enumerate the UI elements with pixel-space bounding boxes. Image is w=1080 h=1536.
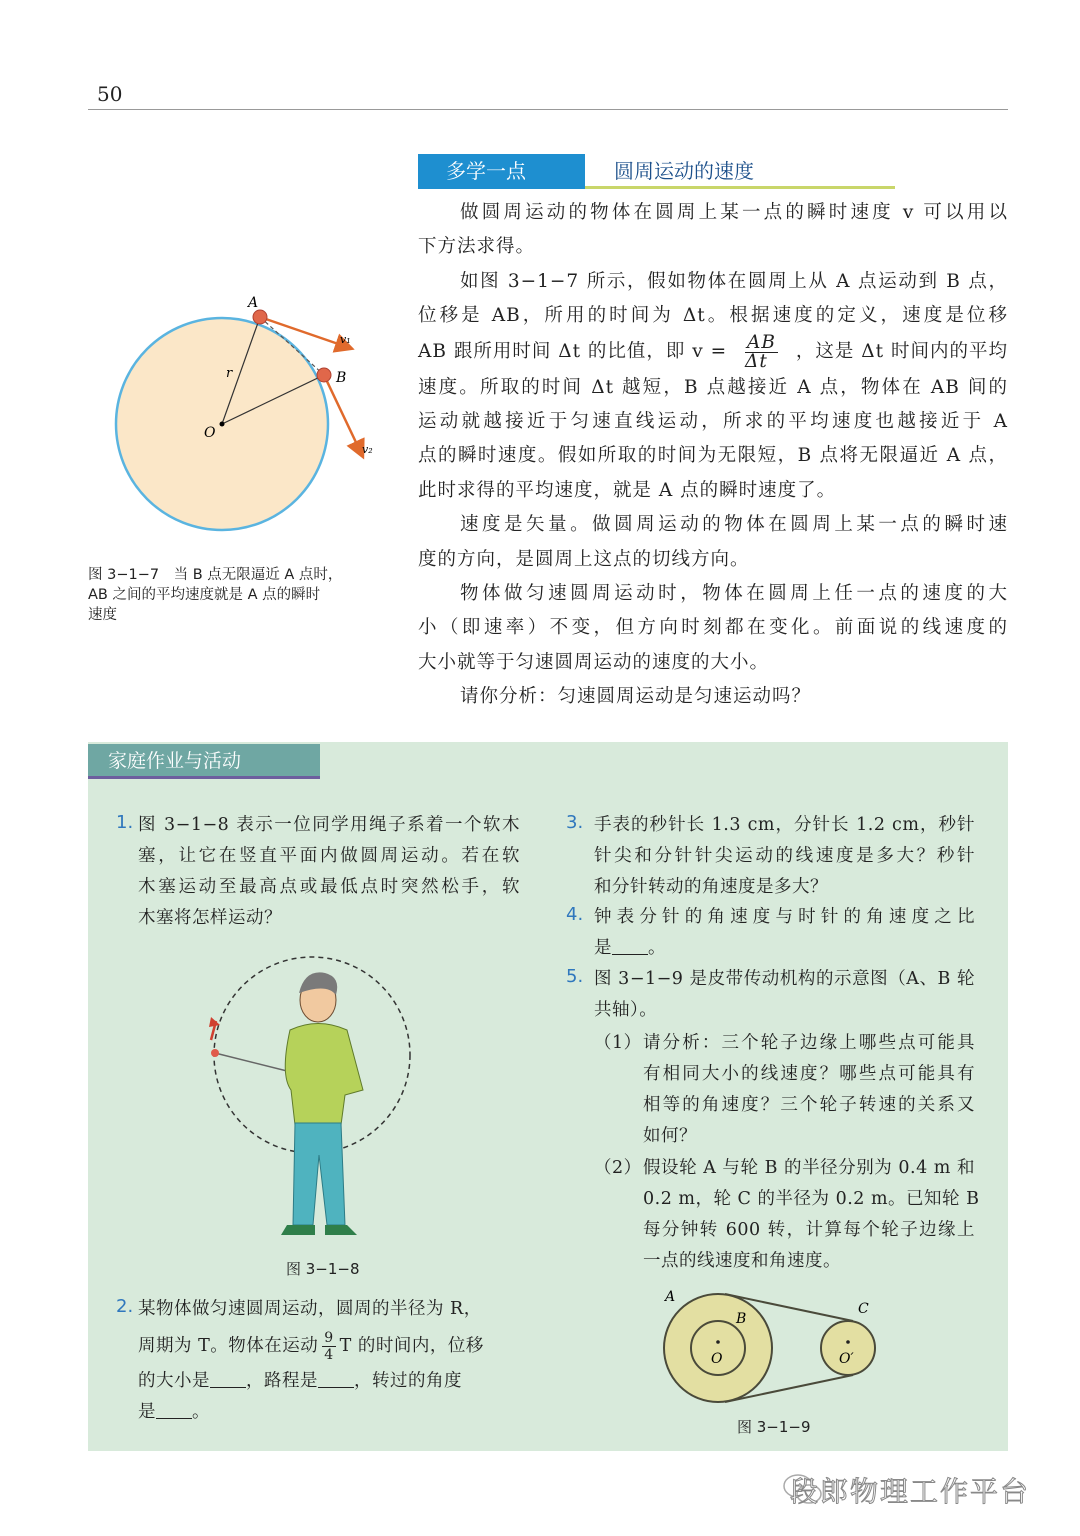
section-tab: 多学一点 — [418, 154, 585, 189]
sub-question-number: （1） — [594, 1033, 642, 1053]
text-line: 速度。所取的时间 Δt 越短，B 点越接近 A 点，物体在 AB 间的 — [418, 376, 1008, 398]
text-line: 每分钟转 600 转，计算每个轮子边缘上 — [643, 1220, 975, 1240]
caption-line: 速度 — [88, 607, 117, 623]
text-line: 如何？ — [643, 1126, 697, 1146]
text-line: 做圆周运动的物体在圆周上某一点的瞬时速度 v 可以用以 — [460, 202, 1008, 223]
text-line: 木塞运动至最高点或最低点时突然松手，软 — [138, 877, 520, 897]
point-b — [317, 368, 331, 382]
answer-blank-distance[interactable] — [318, 1371, 354, 1389]
section-title: 圆周运动的速度 — [614, 159, 754, 183]
text-segment: 。 — [192, 1402, 210, 1422]
text-line: 位移是 AB，所用的时间为 Δt。根据速度的定义，速度是位移 — [418, 305, 1008, 327]
label-o: O — [711, 1351, 723, 1367]
text-line: 共轴）。 — [594, 1000, 658, 1020]
label-b: B — [736, 1311, 747, 1327]
figure-caption — [88, 565, 368, 625]
question-number: 1. — [116, 812, 134, 833]
text-line: 塞，让它在竖直平面内做圆周运动。若在软 — [138, 846, 520, 866]
question-number: 2. — [116, 1296, 134, 1317]
text-line: 有相同大小的线速度？哪些点可能具有 — [643, 1064, 975, 1084]
figure-3-1-7 — [100, 285, 390, 545]
text-line: 小（即速率）不变，但方向时刻都在变化。前面说的线速度的 — [418, 617, 1008, 639]
header-rule — [88, 109, 1008, 110]
fraction-denominator: 4 — [324, 1347, 334, 1363]
label-c: C — [858, 1301, 869, 1317]
caption-line: 图 3−1−7 当 B 点无限逼近 A 点时， — [88, 567, 343, 583]
watermark: 段郎物理工作平台 — [790, 1475, 1031, 1508]
formula-before: AB 跟所用时间 Δt 的比值，即 v = — [418, 340, 728, 362]
text-line — [138, 1330, 520, 1363]
fraction-numerator: 9 — [324, 1330, 334, 1346]
answer-blank-angle[interactable] — [156, 1402, 192, 1420]
question-4 — [594, 902, 975, 964]
text-line — [138, 1397, 520, 1428]
answer-blank-ratio[interactable] — [612, 938, 648, 956]
text-line: 假设轮 A 与轮 B 的半径分别为 0.4 m 和 — [643, 1158, 975, 1178]
text-line: 0.2 m，轮 C 的半径为 0.2 m。已知轮 B — [643, 1189, 980, 1209]
question-number: 5. — [566, 966, 584, 987]
figure-3-1-8-student-swinging-cork — [195, 955, 435, 1245]
text-segment: 。 — [648, 938, 666, 958]
figure-3-1-9-belt-drive — [655, 1285, 895, 1410]
fraction-numerator: AB — [747, 331, 776, 353]
formula-line — [418, 331, 1008, 372]
text-segment: ，转过的角度 — [354, 1371, 462, 1391]
text-line: 速度是矢量。做圆周运动的物体在圆周上某一点的瞬时速 — [460, 514, 1008, 536]
text-line: 针尖和分针针尖运动的线速度是多大？秒针 — [594, 846, 975, 866]
text-line: 图 3−1−9 是皮带传动机构的示意图（A、B 轮 — [594, 969, 975, 989]
title-underline — [585, 186, 895, 189]
figure-caption: 图 3−1−9 — [737, 1418, 811, 1436]
label-v2: v₂ — [362, 443, 373, 456]
label-b: B — [336, 370, 347, 386]
text-line: 此时求得的平均速度，就是 A 点的瞬时速度了。 — [418, 479, 837, 501]
formula-after: ，这是 Δt 时间内的平均 — [795, 340, 1008, 362]
velocity-fraction — [745, 331, 778, 372]
fraction-9-4 — [322, 1330, 335, 1363]
question-1 — [138, 810, 520, 934]
text-line: 手表的秒针长 1.3 cm，分针长 1.2 cm，秒针 — [594, 815, 975, 835]
text-segment: ，路程是 — [246, 1371, 318, 1391]
text-line: 大小就等于匀速圆周运动的速度的大小。 — [418, 651, 770, 673]
answer-blank-displacement[interactable] — [210, 1371, 246, 1389]
text-line — [138, 1366, 520, 1397]
text-line: 木塞将怎样运动？ — [138, 908, 282, 928]
page-number: 50 — [97, 82, 123, 106]
question-number: 4. — [566, 904, 584, 925]
text-line — [594, 933, 975, 964]
text-line: 如图 3−1−7 所示，假如物体在圆周上从 A 点运动到 B 点， — [460, 270, 1008, 292]
text-line: 度的方向，是圆周上这点的切线方向。 — [418, 548, 750, 570]
label-r: r — [226, 366, 233, 381]
text-line: 一点的线速度和角速度。 — [643, 1251, 841, 1271]
text-line: 请分析：三个轮子边缘上哪些点可能具 — [643, 1033, 975, 1053]
text-line: 相等的角速度？三个轮子转速的关系又 — [643, 1095, 975, 1115]
label-o: O — [204, 425, 216, 441]
text-segment: T 的时间内，位移 — [339, 1336, 484, 1356]
text-line: 物体做匀速圆周运动时，物体在圆周上任一点的速度的大 — [460, 583, 1008, 605]
figure-caption: 图 3−1−8 — [286, 1260, 360, 1278]
text-segment: 是 — [594, 938, 612, 958]
question-5 — [594, 964, 975, 1026]
text-segment: 周期为 T。物体在运动 — [138, 1336, 319, 1356]
text-line: 点的瞬时速度。假如所取的时间为无限短，B 点将无限逼近 A 点， — [418, 445, 1008, 467]
text-line: 请你分析：匀速圆周运动是匀速运动吗？ — [460, 686, 812, 708]
question-3 — [594, 810, 975, 903]
homework-title: 家庭作业与活动 — [88, 744, 320, 779]
text-line: 运动就越接近于匀速直线运动，所求的平均速度也越接近于 A — [418, 411, 1008, 433]
question-2 — [138, 1294, 520, 1428]
label-a: A — [665, 1289, 676, 1305]
text-line: 下方法求得。 — [418, 236, 536, 258]
text-line: 钟表分针的角速度与时针的角速度之比 — [594, 907, 975, 927]
text-line: 图 3−1−8 表示一位同学用绳子系着一个软木 — [138, 815, 520, 835]
sub-question-2 — [643, 1153, 980, 1277]
label-v1: v₁ — [340, 333, 351, 346]
text-line: 和分针转动的角速度是多大？ — [594, 877, 828, 897]
text-segment: 是 — [138, 1402, 156, 1422]
sub-question-1 — [643, 1028, 975, 1152]
fraction-denominator: Δt — [745, 350, 768, 372]
label-a: A — [248, 295, 259, 311]
sub-question-number: （2） — [594, 1158, 642, 1178]
caption-line: AB 之间的平均速度就是 A 点的瞬时 — [88, 587, 321, 603]
label-o-prime: O′ — [839, 1351, 854, 1367]
main-text — [418, 196, 1008, 715]
v2-arrow — [324, 375, 362, 455]
text-line: 某物体做匀速圆周运动，圆周的半径为 R， — [138, 1299, 482, 1319]
cork — [211, 1049, 219, 1057]
point-a — [253, 310, 267, 324]
question-number: 3. — [566, 812, 584, 833]
text-segment: 的大小是 — [138, 1371, 210, 1391]
